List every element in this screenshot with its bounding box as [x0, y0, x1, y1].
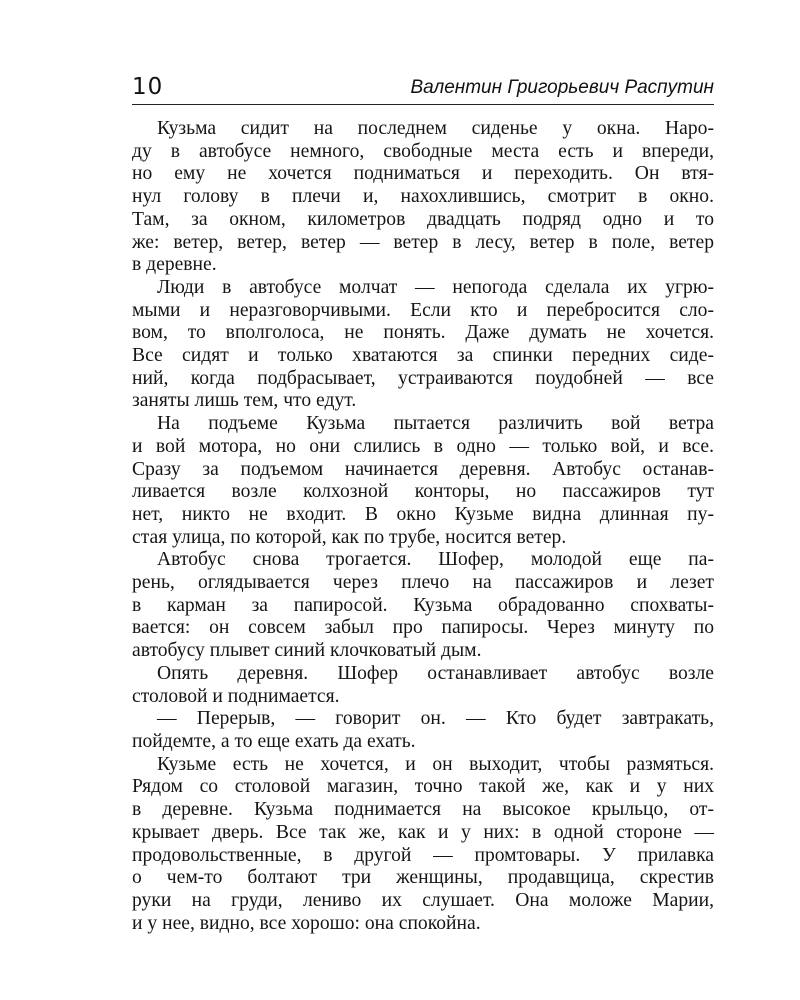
text-line: но ему не хочется подниматься и переходить. Он втя-	[132, 163, 714, 185]
paragraph	[132, 277, 714, 413]
body-text	[132, 118, 714, 935]
text-line: вом, то вполголоса, не понять. Даже думать не хочется.	[132, 322, 714, 344]
text-line: мыми и неразговорчивыми. Если кто и перебросится сло-	[132, 299, 714, 321]
text-line: вается: он совсем забыл про папиросы. Через минуту по	[132, 617, 714, 639]
text-line: пойдемте, а то еще ехать да ехать.	[132, 730, 416, 752]
text-line: в деревне.	[132, 254, 217, 276]
text-line: нет, никто не входит. В окно Кузьме видна длинная пу-	[132, 503, 714, 525]
text-line: ливается возле колхозной конторы, но пассажиров тут	[132, 481, 714, 503]
paragraph	[132, 754, 714, 936]
paragraph	[132, 413, 714, 549]
paragraph	[132, 663, 714, 708]
text-line: нул голову в плечи и, нахохлившись, смотрит в окно.	[132, 186, 714, 208]
text-line: ний, когда подбрасывает, устраиваются поудобней — все	[132, 367, 714, 389]
text-line: Кузьма сидит на последнем сиденье у окна. Наро-	[157, 118, 714, 139]
text-line: Опять деревня. Шофер останавливает автобус возле	[157, 662, 714, 684]
text-line: Автобус снова трогается. Шофер, молодой еще па-	[157, 549, 714, 571]
text-line: автобусу плывет синий клочковатый дым.	[132, 640, 482, 662]
text-line: заняты лишь тем, что едут.	[132, 390, 357, 412]
text-line: столовой и поднимается.	[132, 685, 340, 707]
text-line: Люди в автобусе молчат — непогода сделала их угрю-	[157, 276, 714, 298]
text-line: продовольственные, в другой — промтовары. У прилавка	[132, 844, 714, 866]
header-rule	[132, 104, 714, 105]
text-line: и вой мотора, но они слились в одно — только вой, и все.	[132, 435, 714, 457]
text-line: На подъеме Кузьма пытается различить вой ветра	[157, 413, 714, 435]
text-line: же: ветер, ветер, ветер — ветер в лесу, ветер в поле, ветер	[132, 231, 714, 253]
text-line: рень, оглядывается через плечо на пассажиров и лезет	[132, 572, 714, 594]
page-number: 10	[132, 74, 164, 100]
paragraph	[132, 118, 714, 277]
text-line: Сразу за подъемом начинается деревня. Автобус останав-	[132, 458, 714, 480]
paragraph	[132, 708, 714, 753]
paragraph	[132, 549, 714, 663]
text-line: в деревне. Кузьма поднимается на высокое крыльцо, от-	[132, 799, 714, 821]
text-line: Там, за окном, километров двадцать подряд одно и то	[132, 208, 714, 230]
text-line: о чем-то болтают три женщины, продавщица, скрестив	[132, 867, 714, 889]
text-line: — Перерыв, — говорит он. — Кто будет завтракать,	[157, 708, 714, 730]
text-line: стая улица, по которой, как по трубе, носится ветер.	[132, 526, 567, 548]
text-line: ду в автобусе немного, свободные места есть и впереди,	[132, 140, 714, 162]
text-line: Все сидят и только хватаются за спинки передних сиде-	[132, 345, 714, 367]
text-line: Рядом со столовой магазин, точно такой же, как и у них	[132, 776, 714, 798]
running-title: Валентин Григорьевич Распутин	[410, 77, 714, 98]
text-line: крывает дверь. Все так же, как и у них: в одной стороне —	[132, 821, 714, 843]
text-line: Кузьме есть не хочется, и он выходит, чтобы размяться.	[157, 753, 714, 775]
text-line: и у нее, видно, все хорошо: она спокойна.	[132, 912, 481, 934]
text-line: в карман за папиросой. Кузьма обрадованно спохваты-	[132, 594, 714, 616]
running-header	[132, 72, 714, 106]
text-line: руки на груди, лениво их слушает. Она моложе Марии,	[132, 889, 714, 911]
